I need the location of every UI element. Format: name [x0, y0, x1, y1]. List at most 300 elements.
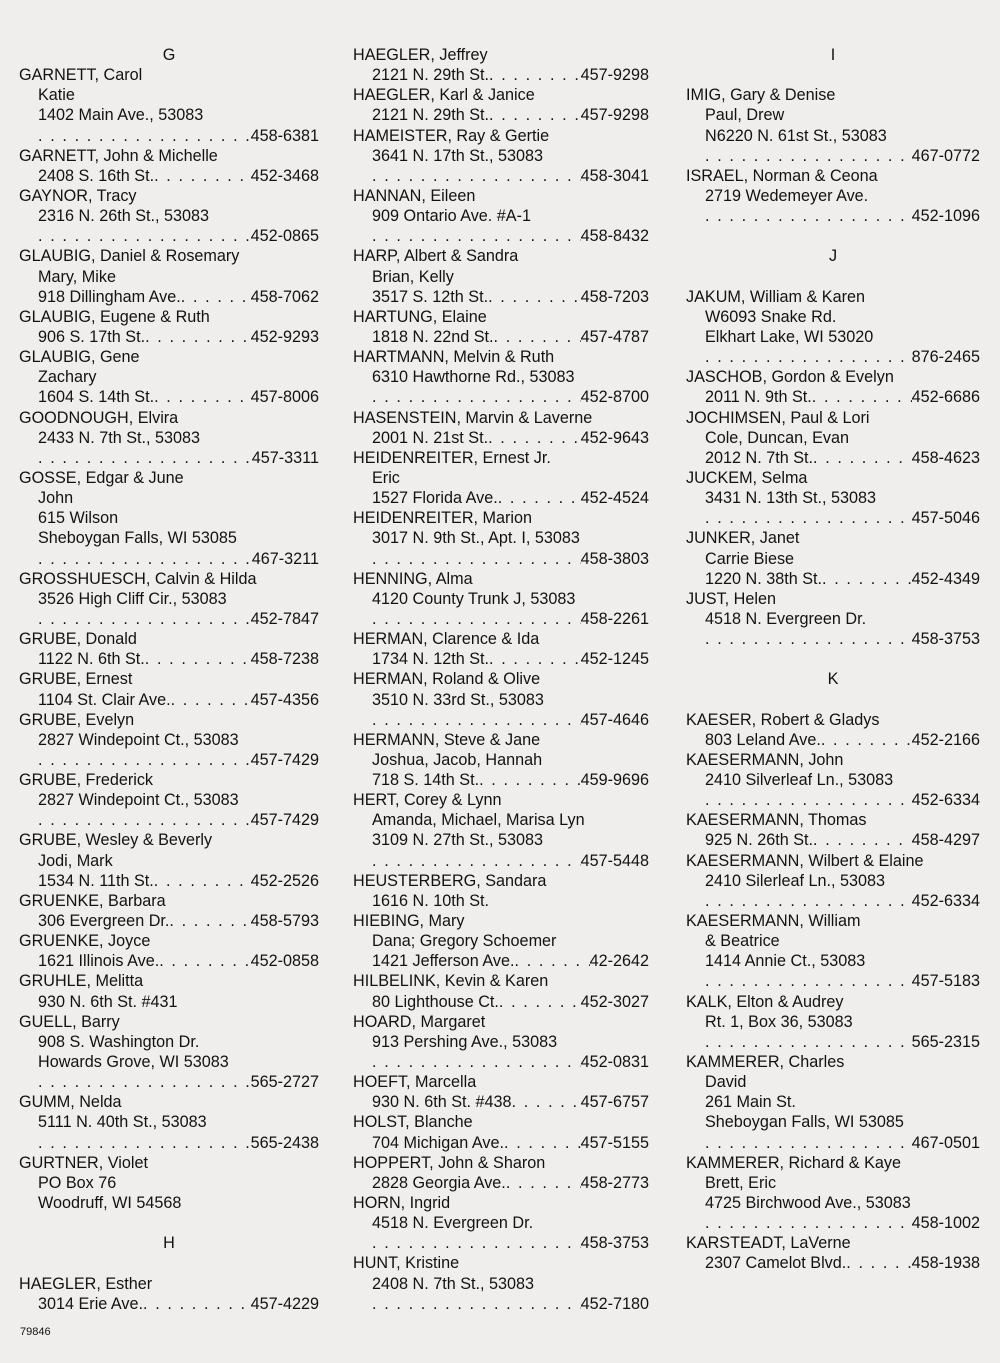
phone-number: 452-8700 — [580, 388, 649, 407]
phone-number: 876-2465 — [911, 348, 980, 367]
listing-name: HAEGLER, Esther — [19, 1274, 153, 1293]
listing-detail: Zachary — [38, 368, 97, 387]
dot-leader — [372, 166, 581, 186]
listing-phone-line — [353, 488, 649, 508]
listing-name: HANNAN, Eileen — [353, 186, 476, 205]
phone-number: 458-5793 — [250, 912, 319, 931]
listing-name: GURTNER, Violet — [19, 1153, 148, 1172]
listing-phone-line — [19, 1294, 319, 1314]
listing-name: KAESER, Robert & Gladys — [686, 710, 880, 729]
dot-leader — [812, 387, 912, 407]
listing-detail: 615 Wilson — [38, 509, 119, 528]
listing-detail: 2408 N. 7th St., 53083 — [372, 1274, 534, 1293]
listing-address: 2307 Camelot Blvd. — [705, 1254, 847, 1273]
phone-number: 457-9298 — [580, 66, 649, 85]
listing-phone-line — [353, 287, 649, 307]
listing-detail: Carrie Biese — [705, 549, 795, 568]
listing-name: HOARD, Margaret — [353, 1012, 486, 1031]
listing-phone-line — [353, 1173, 649, 1193]
dot-leader — [822, 569, 912, 589]
phone-number: 458-3041 — [580, 166, 649, 185]
phone-number: 458-3753 — [580, 1234, 649, 1253]
listing-detail: 261 Main St. — [705, 1093, 796, 1112]
phone-number: 457-7429 — [250, 811, 319, 830]
section-letter-header: I — [830, 46, 836, 64]
listing-phone-line — [19, 327, 319, 347]
listing-name: KARSTEADT, LaVerne — [686, 1234, 851, 1253]
listing-detail: Howards Grove, WI 53083 — [38, 1053, 229, 1072]
listing-phone-line — [19, 810, 319, 830]
dot-leader — [169, 911, 250, 931]
listing-name: KALK, Elton & Audrey — [686, 992, 844, 1011]
dot-leader — [504, 1133, 581, 1153]
dot-leader — [145, 327, 250, 347]
page-footer-code: 79846 — [20, 1326, 51, 1338]
listing-phone-line — [19, 690, 319, 710]
listing-phone-line — [686, 1133, 980, 1153]
phone-number: 565-2727 — [250, 1073, 319, 1092]
phone-number: 458-1002 — [911, 1214, 980, 1233]
listing-phone-line — [353, 649, 649, 669]
listing-phone-line — [19, 649, 319, 669]
dot-leader — [38, 810, 251, 830]
listing-phone-line — [686, 448, 980, 468]
phone-number: 452-7180 — [580, 1294, 649, 1313]
listing-phone-line — [353, 1052, 649, 1072]
dot-leader — [154, 871, 251, 891]
dot-leader — [489, 649, 581, 669]
listing-name: JUST, Helen — [686, 589, 776, 608]
dot-leader — [38, 750, 251, 770]
listing-phone-line — [19, 387, 319, 407]
listing-name: GRUBE, Evelyn — [19, 710, 135, 729]
listing-name: HOEFT, Marcella — [353, 1073, 477, 1092]
listing-phone-line — [353, 1294, 649, 1314]
phone-number: 452-9643 — [580, 428, 649, 447]
listing-phone-line — [353, 851, 649, 871]
listing-address: 906 S. 17th St. — [38, 327, 146, 346]
listing-name: KAESERMANN, Thomas — [686, 811, 867, 830]
phone-number: 452-6686 — [911, 388, 980, 407]
listing-name: HENNING, Alma — [353, 569, 473, 588]
dot-leader — [499, 992, 581, 1012]
listing-detail: Paul, Drew — [705, 106, 785, 125]
listing-address: 3014 Erie Ave. — [38, 1294, 143, 1313]
listing-phone-line — [19, 448, 319, 468]
listing-detail: 2827 Windepoint Ct., 53083 — [38, 730, 239, 749]
dot-leader — [494, 327, 581, 347]
listing-detail: & Beatrice — [705, 932, 780, 951]
phone-number: 458-7238 — [250, 650, 319, 669]
listing-name: GRUBE, Wesley & Beverly — [19, 831, 213, 850]
listing-address: 803 Leland Ave. — [705, 730, 821, 749]
dot-leader — [705, 1213, 912, 1233]
blank-line — [19, 1213, 319, 1233]
listing-address: 925 N. 26th St. — [705, 831, 813, 850]
listing-name: HERMAN, Clarence & Ida — [353, 630, 540, 649]
listing-phone-line — [19, 166, 319, 186]
dot-leader — [813, 830, 912, 850]
listing-phone-line — [19, 750, 319, 770]
dot-leader — [38, 1072, 251, 1092]
listing-detail: 3641 N. 17th St., 53083 — [372, 146, 543, 165]
listing-phone-line — [19, 287, 319, 307]
listing-phone-line — [353, 710, 649, 730]
listing-phone-line — [686, 891, 980, 911]
listing-detail: 4518 N. Evergreen Dr. — [705, 609, 867, 628]
dot-leader — [372, 1233, 581, 1253]
listing-phone-line — [19, 871, 319, 891]
phone-number: 452-1245 — [580, 650, 649, 669]
listing-name: ISRAEL, Norman & Ceona — [686, 166, 878, 185]
listing-name: JUNKER, Janet — [686, 529, 800, 548]
dot-leader — [372, 851, 581, 871]
phone-number: 457-7429 — [250, 750, 319, 769]
listing-phone-line — [19, 609, 319, 629]
phone-number: 452-6334 — [911, 891, 980, 910]
dot-leader — [145, 649, 251, 669]
listing-phone-line — [686, 1032, 980, 1052]
listing-detail: 5111 N. 40th St., 53083 — [38, 1113, 207, 1132]
phone-number: 457-5448 — [580, 851, 649, 870]
listing-name: KAMMERER, Richard & Kaye — [686, 1153, 901, 1172]
dot-leader — [846, 1253, 911, 1273]
listing-phone-line — [686, 629, 980, 649]
phone-number: 458-1938 — [911, 1254, 980, 1273]
phone-number: 452-4349 — [911, 569, 980, 588]
listing-name: JAKUM, William & Karen — [686, 287, 865, 306]
phone-number: 458-2261 — [580, 609, 649, 628]
listing-phone-line — [353, 992, 649, 1012]
listing-address: 2121 N. 29th St. — [372, 106, 489, 125]
listing-address: 1734 N. 12th St. — [372, 650, 489, 669]
listing-name: KAMMERER, Charles — [686, 1053, 845, 1072]
dot-leader — [488, 428, 580, 448]
listing-phone-line — [686, 347, 980, 367]
listing-name: GARNETT, John & Michelle — [19, 146, 218, 165]
phone-number: 458-4297 — [911, 831, 980, 850]
listing-phone-line — [353, 609, 649, 629]
section-letter-header: J — [828, 247, 838, 266]
listing-address: 1421 Jefferson Ave. — [372, 952, 515, 971]
listing-phone-line — [19, 1072, 319, 1092]
listing-phone-line — [353, 105, 649, 125]
listing-name: GRUENKE, Joyce — [19, 932, 151, 951]
dot-leader — [821, 730, 912, 750]
phone-number: 457-4229 — [250, 1294, 319, 1313]
listing-name: GOODNOUGH, Elvira — [19, 408, 179, 427]
directory-column-3 — [686, 45, 980, 1274]
listing-detail: Jodi, Mark — [38, 851, 113, 870]
listing-detail: 908 S. Washington Dr. — [38, 1032, 200, 1051]
dot-leader — [479, 770, 580, 790]
listing-name: HEUSTERBERG, Sandara — [353, 871, 547, 890]
listing-name: HOPPERT, John & Sharon — [353, 1153, 546, 1172]
listing-name: HERMANN, Steve & Jane — [353, 730, 541, 749]
dot-leader — [171, 690, 251, 710]
listing-address: 1104 St. Clair Ave. — [38, 690, 171, 709]
listing-detail: 4120 County Trunk J, 53083 — [372, 589, 576, 608]
listing-detail: 2410 Silverleaf Ln., 53083 — [705, 771, 894, 790]
listing-phone-line — [686, 146, 980, 166]
listing-detail: 3017 N. 9th St., Apt. I, 53083 — [372, 529, 580, 548]
listing-address: 2408 S. 16th St. — [38, 166, 155, 185]
listing-address: 1534 N. 11th St. — [38, 871, 154, 890]
listing-detail: Katie — [38, 86, 75, 105]
listing-phone-line — [353, 1233, 649, 1253]
listing-name: HERMAN, Roland & Olive — [353, 670, 541, 689]
listing-detail: Cole, Duncan, Evan — [705, 428, 849, 447]
listing-name: HEIDENREITER, Marion — [353, 509, 532, 528]
phone-number: 565-2438 — [250, 1133, 319, 1152]
listing-detail: Woodruff, WI 54568 — [38, 1194, 182, 1213]
dot-leader — [372, 226, 581, 246]
listing-detail: Eric — [372, 468, 400, 487]
listing-phone-line — [353, 1133, 649, 1153]
blank-line — [686, 65, 980, 85]
dot-leader — [705, 347, 912, 367]
listing-detail: Rt. 1, Box 36, 53083 — [705, 1012, 853, 1031]
listing-phone-line — [353, 549, 649, 569]
dot-leader — [705, 1032, 912, 1052]
phone-number: 467-0501 — [911, 1133, 980, 1152]
phone-number: 457-8006 — [250, 388, 319, 407]
dot-leader — [488, 287, 580, 307]
dot-leader — [705, 891, 912, 911]
listing-detail: W6093 Snake Rd. — [705, 307, 837, 326]
listing-name: GRUBE, Donald — [19, 630, 137, 649]
phone-number: 452-1096 — [911, 207, 980, 226]
listing-phone-line — [686, 387, 980, 407]
listing-detail: 3510 N. 33rd St., 53083 — [372, 690, 544, 709]
listing-detail: Elkhart Lake, WI 53020 — [705, 327, 874, 346]
listing-name: KAESERMANN, Wilbert & Elaine — [686, 851, 924, 870]
listing-name: HAMEISTER, Ray & Gertie — [353, 126, 550, 145]
listing-detail: Amanda, Michael, Marisa Lyn — [372, 811, 585, 830]
section-letter-header: G — [162, 46, 176, 64]
listing-phone-line — [353, 951, 649, 971]
phone-number: 458-3803 — [580, 549, 649, 568]
dot-leader — [38, 448, 252, 468]
listing-address: 1220 N. 38th St. — [705, 569, 822, 588]
dot-leader — [372, 609, 581, 629]
listing-detail: N6220 N. 61st St., 53083 — [705, 126, 887, 145]
phone-number: 458-2773 — [580, 1173, 649, 1192]
listing-name: HOLST, Blanche — [353, 1113, 473, 1132]
listing-detail: 4518 N. Evergreen Dr. — [372, 1214, 534, 1233]
listing-name: HARTMANN, Melvin & Ruth — [353, 348, 555, 367]
listing-phone-line — [353, 327, 649, 347]
listing-address: 930 N. 6th St. #438 — [372, 1093, 512, 1112]
listing-name: GAYNOR, Tracy — [19, 186, 137, 205]
listing-address: 80 Lighthouse Ct. — [372, 992, 499, 1011]
listing-phone-line — [19, 951, 319, 971]
listing-phone-line — [686, 206, 980, 226]
listing-phone-line — [353, 166, 649, 186]
listing-phone-line — [353, 387, 649, 407]
dot-leader — [506, 1173, 581, 1193]
phone-number: 452-2526 — [250, 871, 319, 890]
listing-name: KAESERMANN, William — [686, 912, 861, 931]
listing-detail: 2410 Silerleaf Ln., 53083 — [705, 871, 885, 890]
dot-leader — [705, 508, 912, 528]
listing-name: HIEBING, Mary — [353, 912, 465, 931]
listing-name: HUNT, Kristine — [353, 1254, 460, 1273]
listing-name: HASENSTEIN, Marvin & Laverne — [353, 408, 593, 427]
listing-phone-line — [19, 126, 319, 146]
listing-phone-line — [19, 1133, 319, 1153]
listing-phone-line — [686, 1253, 980, 1273]
listing-phone-line — [686, 971, 980, 991]
listing-name: HARTUNG, Elaine — [353, 307, 487, 326]
listing-address: 1818 N. 22nd St. — [372, 327, 494, 346]
listing-detail: 2719 Wedemeyer Ave. — [705, 186, 869, 205]
phone-number: 457-4356 — [250, 690, 319, 709]
listing-address: 2012 N. 7th St. — [705, 448, 813, 467]
section-letter-header: H — [163, 1234, 175, 1253]
listing-address: 1122 N. 6th St. — [38, 650, 145, 669]
dot-leader — [515, 951, 590, 971]
listing-name: HAEGLER, Karl & Janice — [353, 86, 535, 105]
listing-phone-line — [686, 790, 980, 810]
listing-name: HERT, Corey & Lynn — [353, 791, 502, 810]
listing-detail: Sheboygan Falls, WI 53085 — [38, 529, 237, 548]
listing-detail: David — [705, 1073, 747, 1092]
dot-leader — [705, 971, 912, 991]
phone-number: 467-0772 — [911, 146, 980, 165]
listing-detail: Joshua, Jacob, Hannah — [372, 750, 543, 769]
phone-number: 458-7203 — [580, 287, 649, 306]
phone-number: 452-0858 — [250, 952, 319, 971]
listing-detail: 913 Pershing Ave., 53083 — [372, 1032, 558, 1051]
dot-leader — [489, 105, 581, 125]
listing-detail: Dana; Gregory Schoemer — [372, 932, 557, 951]
phone-number: 452-9293 — [250, 327, 319, 346]
listing-phone-line — [686, 830, 980, 850]
listing-phone-line — [19, 549, 319, 569]
dot-leader — [38, 226, 251, 246]
listing-address: 1604 S. 14th St. — [38, 388, 155, 407]
phone-number: 452-6334 — [911, 791, 980, 810]
listing-address: 704 Michigan Ave. — [372, 1133, 504, 1152]
listing-name: JOCHIMSEN, Paul & Lori — [686, 408, 870, 427]
listing-phone-line — [353, 428, 649, 448]
phone-number: 452-0831 — [580, 1053, 649, 1072]
listing-address: 1527 Florida Ave. — [372, 489, 498, 508]
listing-name: HEIDENREITER, Ernest Jr. — [353, 448, 551, 467]
listing-phone-line — [353, 1092, 649, 1112]
listing-detail: PO Box 76 — [38, 1173, 117, 1192]
listing-detail: 909 Ontario Ave. #A-1 — [372, 207, 531, 226]
listing-detail: Brett, Eric — [705, 1173, 777, 1192]
phone-number: 457-4787 — [580, 327, 649, 346]
dot-leader — [705, 1133, 912, 1153]
dot-leader — [512, 1092, 581, 1112]
listing-name: GRUENKE, Barbara — [19, 891, 166, 910]
listing-detail: 2827 Windepoint Ct., 53083 — [38, 791, 239, 810]
listing-address: 2828 Georgia Ave. — [372, 1173, 506, 1192]
listing-phone-line — [19, 226, 319, 246]
blank-line — [686, 267, 980, 287]
listing-name: JUCKEM, Selma — [686, 468, 808, 487]
listing-name: GRUBE, Frederick — [19, 771, 154, 790]
dot-leader — [705, 206, 912, 226]
dot-leader — [489, 65, 581, 85]
listing-address: 1621 Illinois Ave. — [38, 952, 160, 971]
listing-phone-line — [686, 569, 980, 589]
listing-address: 3517 S. 12th St. — [372, 287, 489, 306]
dot-leader — [143, 1294, 251, 1314]
listing-phone-line — [686, 1213, 980, 1233]
listing-name: HARP, Albert & Sandra — [353, 247, 519, 266]
listing-name: HAEGLER, Jeffrey — [353, 46, 488, 64]
listing-detail: 3109 N. 27th St., 53083 — [372, 831, 543, 850]
phone-number: 457-6757 — [580, 1093, 649, 1112]
listing-name: JASCHOB, Gordon & Evelyn — [686, 368, 894, 387]
phone-number: 457-4646 — [580, 710, 649, 729]
listing-phone-line — [686, 508, 980, 528]
phone-number: 457-3311 — [251, 448, 319, 467]
phone-number: 459-9696 — [580, 771, 649, 790]
phone-number: 457-5046 — [911, 509, 980, 528]
phone-number: 458-6381 — [250, 126, 319, 145]
listing-address: 306 Evergreen Dr. — [38, 912, 170, 931]
blank-line — [686, 226, 980, 246]
dot-leader — [372, 710, 581, 730]
phone-number: 452-2166 — [911, 730, 980, 749]
listing-name: GLAUBIG, Daniel & Rosemary — [19, 247, 240, 266]
dot-leader — [38, 126, 251, 146]
listing-name: GLAUBIG, Gene — [19, 348, 140, 367]
listing-detail: 4725 Birchwood Ave., 53083 — [705, 1194, 911, 1213]
listing-detail: Brian, Kelly — [372, 267, 454, 286]
phone-number: 457-5155 — [580, 1133, 649, 1152]
listing-address: 918 Dillingham Ave. — [38, 287, 181, 306]
listing-detail: 1402 Main Ave., 53083 — [38, 106, 204, 125]
listing-address: 718 S. 14th St. — [372, 771, 480, 790]
listing-name: GOSSE, Edgar & June — [19, 468, 184, 487]
section-letter-header: K — [827, 670, 839, 689]
dot-leader — [705, 146, 912, 166]
dot-leader — [159, 951, 250, 971]
listing-address: 2121 N. 29th St. — [372, 66, 489, 85]
phone-number: 452-3468 — [250, 166, 319, 185]
dot-leader — [372, 387, 581, 407]
dot-leader — [181, 287, 251, 307]
listing-detail: 930 N. 6th St. #431 — [38, 992, 178, 1011]
directory-column-2 — [353, 45, 649, 1314]
listing-name: GLAUBIG, Eugene & Ruth — [19, 307, 210, 326]
dot-leader — [705, 629, 912, 649]
listing-name: HORN, Ingrid — [353, 1194, 451, 1213]
dot-leader — [372, 549, 581, 569]
directory-column-1 — [19, 45, 319, 1314]
listing-detail: 6310 Hawthorne Rd., 53083 — [372, 368, 575, 387]
phone-number: 458-8432 — [580, 227, 649, 246]
listing-name: IMIG, Gary & Denise — [686, 86, 836, 105]
listing-detail: 1616 N. 10th St. — [372, 891, 489, 910]
listing-detail: 2316 N. 26th St., 53083 — [38, 207, 209, 226]
listing-detail: Mary, Mike — [38, 267, 116, 286]
listing-name: GRUHLE, Melitta — [19, 972, 144, 991]
blank-line — [686, 690, 980, 710]
phone-number: 452-0865 — [250, 227, 319, 246]
listing-detail: 1414 Annie Ct., 53083 — [705, 952, 866, 971]
phone-number: 42-2642 — [589, 952, 649, 971]
listing-name: HILBELINK, Kevin & Karen — [353, 972, 549, 991]
phone-number: 457-9298 — [580, 106, 649, 125]
phone-number: 458-7062 — [250, 287, 319, 306]
